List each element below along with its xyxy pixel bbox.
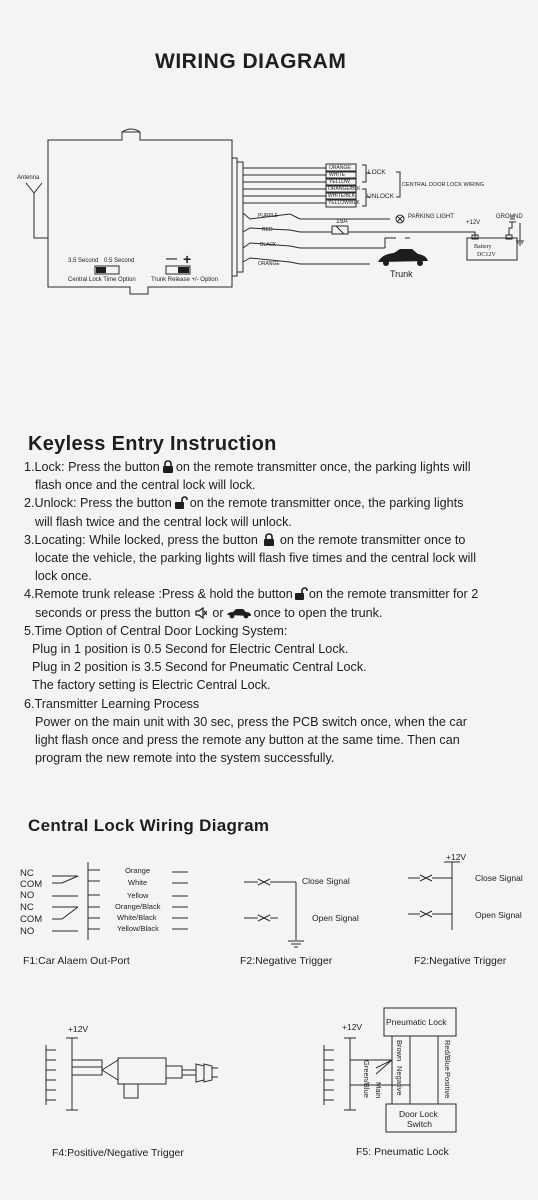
step4-line1b: on the remote transmitter for 2 bbox=[308, 587, 479, 602]
f1-term-nc: NC bbox=[20, 868, 34, 879]
step6-line2: light flash once and press the remote any button at the same time. Then can bbox=[35, 733, 460, 748]
f5-pneumatic-lock: Pneumatic Lock bbox=[386, 1017, 447, 1027]
trunk-option-label: Trunk Release +/- Option bbox=[151, 277, 218, 283]
f1-caption: F1:Car Alaem Out-Port bbox=[23, 955, 130, 967]
plus-label: + bbox=[183, 251, 192, 267]
v12-label: +12V bbox=[466, 220, 481, 226]
f1-wire-white-black: White/Black bbox=[117, 913, 157, 922]
f4-caption: F4:Positive/Negative Trigger bbox=[52, 1147, 184, 1159]
step5-line1: Plug in 1 position is 0.5 Second for Electric Central Lock. bbox=[32, 642, 349, 657]
antenna-label: Antenna bbox=[17, 175, 40, 181]
f2b-v12: +12V bbox=[446, 852, 467, 862]
trunk-label: Trunk bbox=[390, 269, 413, 279]
step1-line2: flash once and the central lock will lock. bbox=[35, 478, 256, 493]
f2b-close-signal: Close Signal bbox=[475, 873, 523, 883]
f2a-open-signal: Open Signal bbox=[312, 913, 359, 923]
f5-wire-red-blue: Red/Blue bbox=[443, 1040, 452, 1071]
ground-label: GROUND bbox=[496, 214, 523, 220]
f5-wire-brown: Brown bbox=[395, 1040, 404, 1062]
step5-line3: The factory setting is Electric Central Lock. bbox=[32, 678, 271, 693]
f1-term-no: NO bbox=[20, 890, 35, 901]
wiring-diagram-title: WIRING DIAGRAM bbox=[155, 50, 347, 73]
step2-line1b: on the remote transmitter once, the parking lights bbox=[189, 496, 464, 511]
central-door-lock-label: CENTRAL DOOR LOCK WIRING bbox=[402, 182, 484, 188]
step5-line2: Plug in 2 position is 3.5 Second for Pneumatic Central Lock. bbox=[32, 660, 367, 675]
f5-label-main: Main bbox=[374, 1082, 383, 1099]
step1-line1a: 1.Lock: Press the button bbox=[24, 460, 160, 474]
wire-white: WHITE bbox=[329, 172, 346, 178]
step3-line3: lock once. bbox=[35, 569, 92, 584]
lock-label: LOCK bbox=[368, 169, 386, 176]
step6-title: 6.Transmitter Learning Process bbox=[24, 696, 200, 711]
unlock-label: UNLOCK bbox=[367, 193, 395, 200]
battery-voltage-label: DC12V bbox=[477, 252, 496, 258]
f1-wire-yellow-black: Yellow/Black bbox=[117, 924, 159, 933]
wire-orange-black: ORANGE/BLK bbox=[328, 186, 361, 192]
f2a-close-signal: Close Signal bbox=[302, 876, 350, 886]
f2a-caption: F2:Negative Trigger bbox=[240, 955, 333, 967]
option-05-label: 0.5 Second bbox=[104, 258, 135, 264]
f1-term-com: COM bbox=[20, 879, 43, 890]
central-lock-title: Central Lock Wiring Diagram bbox=[28, 816, 270, 835]
battery-label: Battery bbox=[474, 244, 492, 250]
wire-yellow: YELLOW bbox=[329, 179, 350, 185]
step2-line1a: 2.Unlock: Press the button bbox=[24, 496, 172, 511]
step6-line3: program the new remote into the system successfully. bbox=[35, 751, 335, 766]
f1-wire-white: White bbox=[128, 878, 148, 887]
fuse-label: 15A bbox=[336, 218, 348, 225]
f5-label-positive: Positive bbox=[443, 1072, 452, 1099]
wire-orange: ORANGE bbox=[329, 165, 351, 171]
f1-term-no-2: NO bbox=[20, 926, 35, 937]
step6-line1: Power on the main unit with 30 sec, press the PCB switch once, when the car bbox=[35, 714, 467, 729]
step4-line2b: once to open the trunk. bbox=[253, 605, 383, 620]
step1-line1b: on the remote transmitter once, the parking lights will bbox=[175, 460, 471, 474]
f5-caption: F5: Pneumatic Lock bbox=[356, 1146, 449, 1158]
step4-line2a: seconds or press the button bbox=[35, 605, 191, 620]
black-label: BLACK bbox=[260, 242, 277, 248]
step4-or: or bbox=[212, 605, 224, 620]
red-label: RED bbox=[262, 227, 273, 233]
purple-label: PURPLE bbox=[258, 213, 279, 219]
instruction-title: Keyless Entry Instruction bbox=[28, 433, 277, 455]
f5-wire-green-blue: Green/Blue bbox=[362, 1060, 371, 1098]
wire-yellow-black: YELLOW/BLK bbox=[328, 200, 360, 206]
time-option-label: Central Lock Time Option bbox=[68, 277, 136, 283]
option-35-label: 3.5 Second bbox=[68, 258, 99, 264]
f5-label-negative: Negative bbox=[395, 1066, 404, 1096]
step3-line1b: on the remote transmitter once to bbox=[279, 532, 466, 547]
f1-wire-orange-black: Orange/Black bbox=[115, 902, 161, 911]
step4-line1a: 4.Remote trunk release :Press & hold the button bbox=[24, 587, 293, 602]
f1-term-com-2: COM bbox=[20, 914, 43, 925]
f5-v12: +12V bbox=[342, 1022, 363, 1032]
f5-door-lock: Door Lock bbox=[399, 1109, 438, 1119]
f1-wire-yellow: Yellow bbox=[127, 891, 149, 900]
f4-v12: +12V bbox=[68, 1024, 89, 1034]
step5-title: 5.Time Option of Central Door Locking System: bbox=[24, 623, 288, 638]
minus-label: — bbox=[166, 253, 177, 265]
f1-term-nc-2: NC bbox=[20, 902, 34, 913]
orange-label: ORANGE bbox=[258, 261, 280, 267]
step2-line2: will flash twice and the central lock will unlock. bbox=[35, 514, 292, 529]
f5-switch: Switch bbox=[407, 1119, 433, 1129]
step3-line2: locate the vehicle, the parking lights will flash five times and the central lock will bbox=[35, 551, 476, 566]
parking-light-label: PARKING LIGHT bbox=[408, 214, 454, 220]
f2b-open-signal: Open Signal bbox=[475, 910, 522, 920]
f2b-caption: F2:Negative Trigger bbox=[414, 955, 507, 967]
wire-white-black: WHITE/BLK bbox=[328, 193, 355, 199]
f1-wire-orange: Orange bbox=[125, 866, 151, 875]
step3-line1a: 3.Locating: While locked, press the button bbox=[24, 532, 258, 547]
